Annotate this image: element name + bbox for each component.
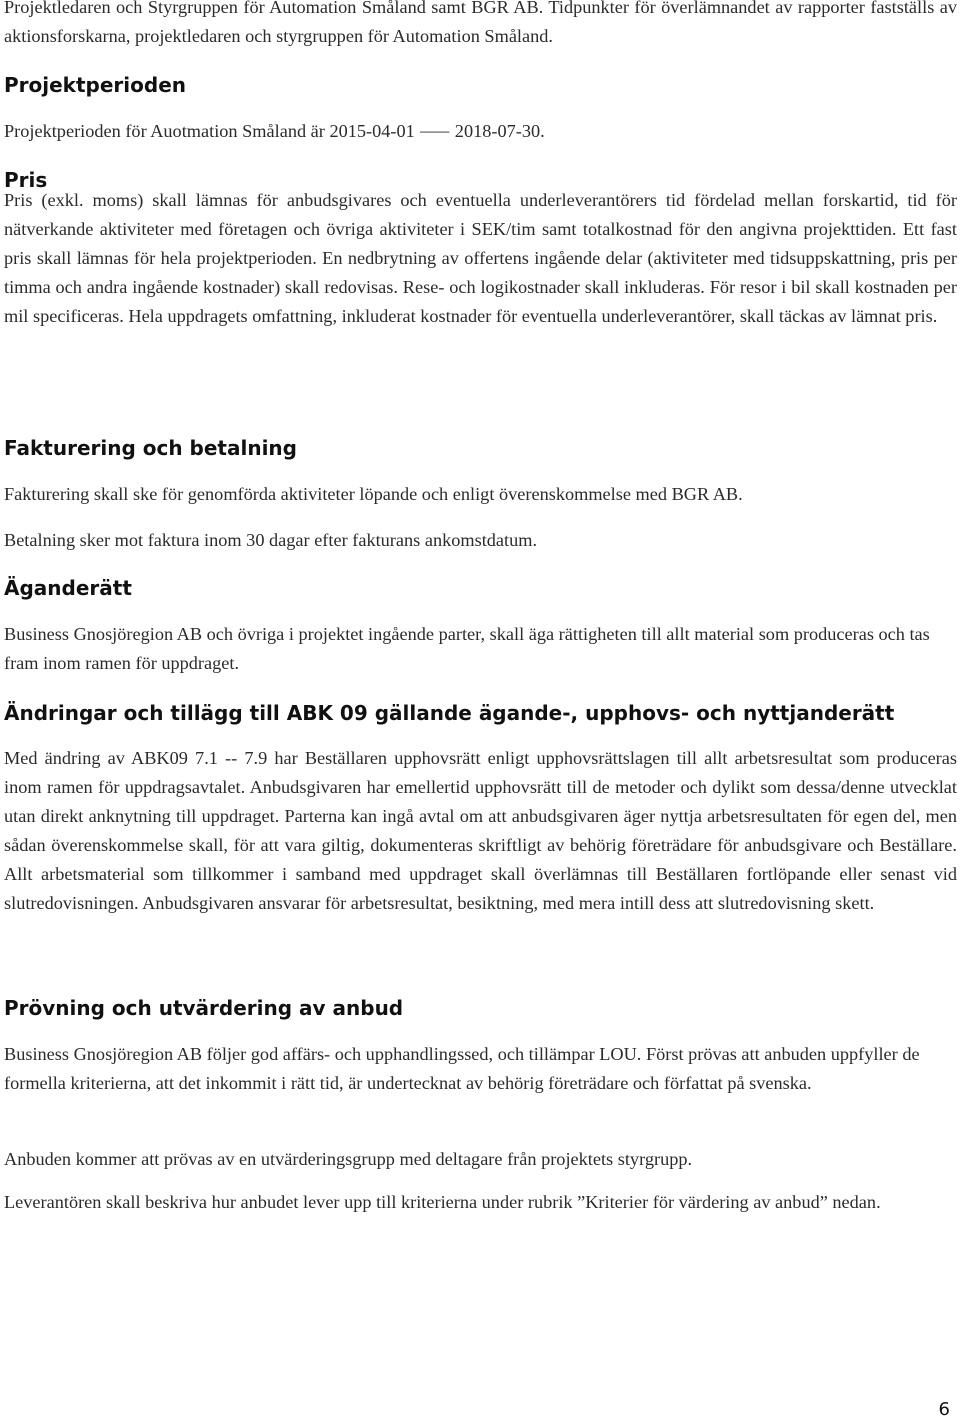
fakturering-paragraph-1: Fakturering skall ske för genomförda aktiviteter löpande och enligt överenskommelse med BGR AB.	[4, 484, 743, 504]
aganderatt-paragraph: Business Gnosjöregion AB och övriga i projektet ingående parter, skall äga rättigheten till allt material som produceras och tas fram inom ramen för uppdraget.	[4, 624, 930, 673]
provning-paragraph-3: Leverantören skall beskriva hur anbudet lever upp till kriterierna under rubrik ”Kriterier för värdering av anbud” nedan.	[4, 1192, 881, 1212]
page-number: 6	[938, 1399, 950, 1420]
projektperioden-paragraph: Projektperioden för Auotmation Småland är 2015-04-01 ⸺ 2018-07-30.	[4, 121, 545, 141]
heading-fakturering: Fakturering och betalning	[4, 436, 297, 460]
provning-paragraph-1: Business Gnosjöregion AB följer god affärs- och upphandlingssed, och tillämpar LOU. Först prövas att anbuden uppfyller de formella kriterierna, att det inkommit i rätt tid, är undertecknat av behörig företrädare och författat på svenska.	[4, 1044, 920, 1093]
provning-paragraph-2: Anbuden kommer att prövas av en utvärderingsgrupp med deltagare från projektets styrgrupp.	[4, 1149, 693, 1169]
andringar-paragraph: Med ändring av ABK09 7.1 -- 7.9 har Beställaren upphovsrätt enligt upphovsrättslagen till allt arbetsresultat som produceras inom ramen för uppdragsavtalet. Anbudsgivaren har emellertid upphovsrätt till de metoder och dylikt som dessa/denne utvecklat utan direkt anknytning till uppdraget. Parterna kan ingå avtal om att anbudsgivaren äger nyttja arbetsresultaten för egen del, men sådan överenskommelse skall, för att vara giltig, dokumenteras skriftligt av behörig företrädare för anbudsgivare och Beställare. Allt arbetsmaterial som tillkommer i samband med uppdraget skall överlämnas till Beställaren fortlöpande eller senast vid slutredovisningen. Anbudsgivaren ansvarar för arbetsresultat, besiktning, med mera intill dess att slutredovisning skett.	[4, 748, 957, 913]
fakturering-paragraph-2: Betalning sker mot faktura inom 30 dagar efter fakturans ankomstdatum.	[4, 530, 538, 550]
pris-paragraph: Pris (exkl. moms) skall lämnas för anbudsgivares och eventuella underleverantörers tid fördelad mellan forskartid, tid för nätverkande aktiviteter med företagen och övriga aktiviteter i SEK/tim samt totalkostnad för den angivna projekttiden. Ett fast pris skall lämnas för hela projektperioden. En nedbrytning av offertens ingående delar (aktiviteter med tidsuppskattning, pris per timma och andra ingående kostnader) skall redovisas. Rese- och logikostnader skall inkluderas. För resor i bil skall kostnaden per mil specificeras. Hela uppdragets omfattning, inkluderat kostnader för eventuella underleverantörer, skall täckas av lämnat pris.	[4, 190, 957, 326]
heading-aganderatt: Äganderätt	[4, 576, 132, 600]
intro-paragraph: Projektledaren och Styrgruppen för Automation Småland samt BGR AB. Tidpunkter för överlämnandet av rapporter fastställs av aktionsforskarna, projektledaren och styrgruppen för Automation Småland.	[4, 0, 957, 46]
heading-andringar: Ändringar och tillägg till ABK 09 gällande ägande-, upphovs- och nyttjanderätt	[4, 701, 895, 725]
heading-provning: Prövning och utvärdering av anbud	[4, 996, 404, 1020]
heading-projektperioden: Projektperioden	[4, 73, 187, 97]
heading-pris: Pris	[4, 168, 48, 192]
